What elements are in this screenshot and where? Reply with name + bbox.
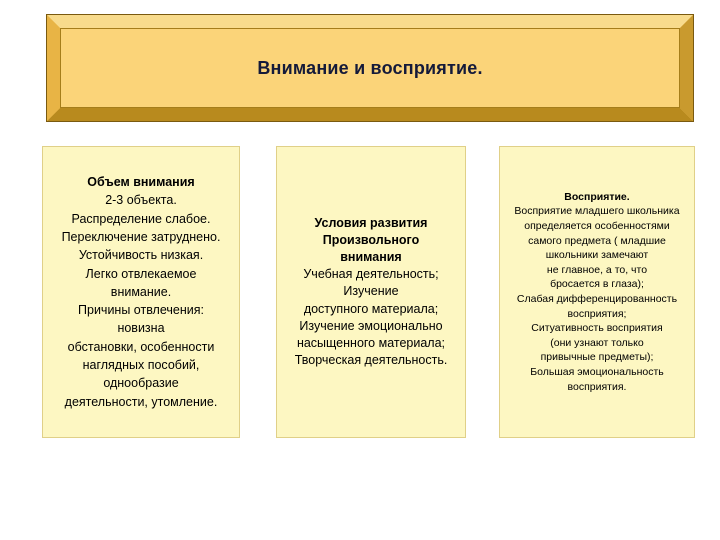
box-line: Переключение затруднено. xyxy=(61,229,221,244)
box-heading: Восприятие. xyxy=(564,190,630,203)
box-line: Легко отвлекаемое xyxy=(85,266,197,281)
box-line: школьники замечают xyxy=(545,249,649,262)
box-line: новизна xyxy=(117,321,165,336)
box-line: Слабая дифференцированность xyxy=(516,293,678,305)
box-line: внимание. xyxy=(110,284,172,299)
box-line: насыщенного материала; xyxy=(296,336,446,350)
box-line: Причины отвлечения: xyxy=(78,303,204,318)
box-line: Распределение слабое. xyxy=(71,211,211,226)
box-line: Учебная деятельность; xyxy=(303,267,439,282)
box-line: Изучение xyxy=(343,284,399,299)
page-title: Внимание и восприятие. xyxy=(257,57,483,78)
box-line: обстановки, особенности xyxy=(67,339,215,354)
box-line: определяется особенностями xyxy=(524,220,670,233)
box-line: Восприятие младшего школьника xyxy=(514,205,680,218)
box-line: доступного материала; xyxy=(303,301,439,316)
box-line: бросается в глаза); xyxy=(550,278,644,291)
box-line: Творческая деятельность. xyxy=(294,353,448,368)
box-line: деятельности, утомление. xyxy=(64,394,218,409)
box-line: не главное, а то, что xyxy=(546,263,648,276)
box-line: (они узнают только xyxy=(550,336,644,349)
box-line: восприятия. xyxy=(567,380,627,393)
attention-volume-box xyxy=(42,146,240,438)
perception-box xyxy=(499,146,695,438)
title-banner xyxy=(46,14,694,122)
box-heading: Объем внимания xyxy=(87,175,195,190)
box-heading: Произвольного xyxy=(322,232,420,247)
box-heading: внимания xyxy=(340,249,402,264)
box-line: Большая эмоциональность xyxy=(530,365,664,378)
voluntary-attention-box xyxy=(276,146,466,438)
box-line: однообразие xyxy=(103,376,179,391)
banner-face xyxy=(60,28,680,108)
box-line: восприятия; xyxy=(567,307,627,320)
box-line: привычные предметы); xyxy=(540,351,654,364)
box-line: 2-3 объекта. xyxy=(105,193,177,208)
box-line: Ситуативность восприятия xyxy=(531,322,663,335)
box-line: Изучение эмоционально xyxy=(299,318,443,333)
box-heading: Условия развития xyxy=(314,215,428,230)
box-line: самого предмета ( младшие xyxy=(528,234,666,247)
box-line: Устойчивость низкая. xyxy=(78,248,204,263)
box-line: наглядных пособий, xyxy=(82,358,200,373)
